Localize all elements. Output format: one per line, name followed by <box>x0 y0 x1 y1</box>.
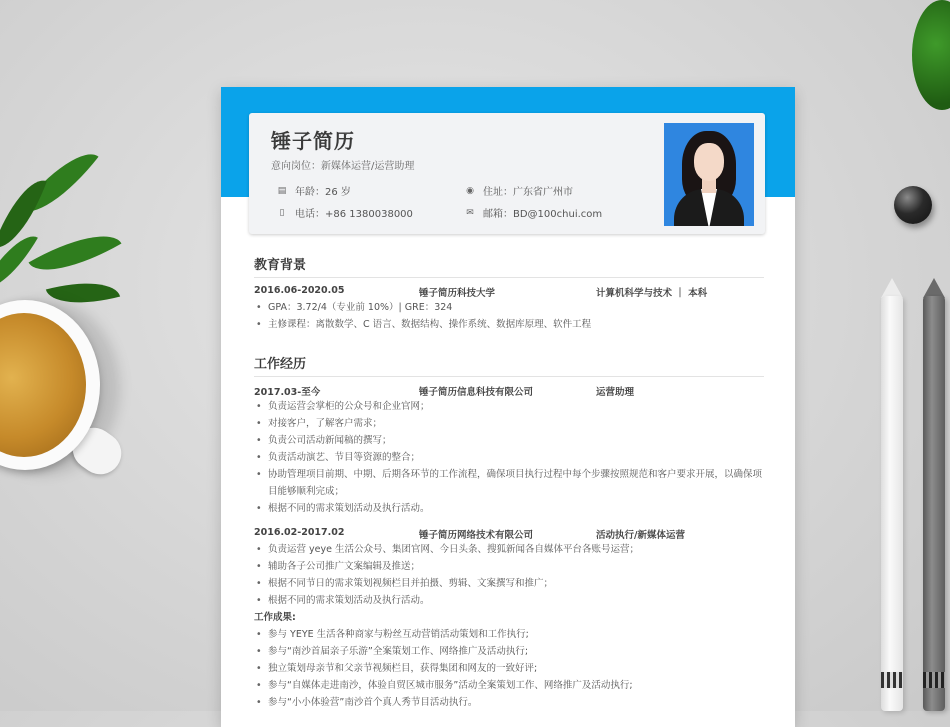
location-info <box>463 183 573 198</box>
list-item: • 参与“南沙首届亲子乐游”全案策划工作、网络推广及活动执行; <box>254 643 764 660</box>
phone-text: 电话：+86 1380038000 <box>295 209 413 220</box>
resume-paper <box>221 87 795 727</box>
location-text: 住址：广东省广州市 <box>483 187 573 198</box>
list-item: • 根据不同的需求策划活动及执行活动。 <box>254 500 764 517</box>
gray-pen <box>923 296 945 711</box>
list-item: • 负责运营 yeye 生活公众号、集团官网、今日头条、搜狐新闻各自媒体平台各账号运营； <box>254 541 764 558</box>
list-item: • 根据不同节日的需求策划视频栏目并拍摄、剪辑、文案撰写和推广； <box>254 575 764 592</box>
education-school: 锤子简历科技大学 <box>419 288 496 299</box>
black-knob-decoration <box>894 186 932 224</box>
list-item: • 辅助各子公司推广文案编辑及推送； <box>254 558 764 575</box>
achievements-label: 工作成果: <box>254 612 296 623</box>
job-role: 活动执行/新媒体运营 <box>596 530 685 541</box>
email-text: 邮箱：BD@100chui.com <box>483 209 603 220</box>
list-item: • 参与“自媒体走进南沙，体验自贸区城市服务”活动全案策划工作、网络推广及活动执行; <box>254 677 764 694</box>
white-pen <box>881 296 903 711</box>
job-date: 2016.02-2017.02 <box>254 527 345 538</box>
list-item: • 协助管理项目前期、中期、后期各环节的工作流程，确保项目执行过程中每个步骤按照规范和客户要求开展，以确保项目能够顺利完成； <box>254 466 764 500</box>
location-pin-icon: ◉ <box>466 185 474 196</box>
white-pen-tip <box>881 278 903 298</box>
education-section <box>254 254 764 333</box>
list-item: • 独立策划母亲节和父亲节视频栏目，获得集团和网友的一致好评; <box>254 660 764 677</box>
list-item: • 负责公司活动新闻稿的撰写； <box>254 432 764 449</box>
email-info <box>463 205 602 220</box>
education-major: 计算机科学与技术 ｜ 本科 <box>596 288 708 299</box>
education-title: 教育背景 <box>254 254 764 278</box>
phone-info <box>275 205 413 220</box>
leaf-decoration <box>29 218 122 289</box>
job-date: 2017.03-至今 <box>254 387 321 398</box>
education-header-row <box>254 282 764 299</box>
gray-pen-tip <box>923 278 945 298</box>
list-item: • 主修课程：离散数学、C 语言、数据结构、操作系统、数据库原理、软件工程 <box>254 316 764 333</box>
age-text: 年龄：26 岁 <box>295 187 351 198</box>
work-title: 工作经历 <box>254 353 764 377</box>
job-role: 运营助理 <box>596 387 635 398</box>
resume-name: 锤子简历 <box>271 129 355 153</box>
calendar-icon: ▤ <box>277 185 287 196</box>
education-date: 2016.06-2020.05 <box>254 285 345 296</box>
job-header-row <box>254 381 764 398</box>
list-item: • 负责运营会掌柜的公众号和企业官网； <box>254 398 764 415</box>
phone-icon: ▯ <box>279 207 285 218</box>
list-item: • 参与“小小体验营”南沙首个真人秀节目活动执行。 <box>254 694 764 711</box>
gray-pen-band <box>923 672 945 688</box>
mail-icon: ✉ <box>466 207 474 218</box>
age-info <box>275 183 351 198</box>
potted-plant-decoration <box>912 0 950 110</box>
profile-card <box>249 113 765 234</box>
list-item: • 对接客户，了解客户需求； <box>254 415 764 432</box>
work-section <box>254 353 764 711</box>
job-company: 锤子简历网络技术有限公司 <box>419 530 534 541</box>
job-company: 锤子简历信息科技有限公司 <box>419 387 534 398</box>
list-item: • 根据不同的需求策划活动及执行活动。 <box>254 592 764 609</box>
list-item: • 负责活动演艺、节目等资源的整合； <box>254 449 764 466</box>
job-header-row <box>254 524 764 541</box>
list-item: • 参与 YEYE 生活各种商家与粉丝互动营销活动策划和工作执行; <box>254 626 764 643</box>
profile-photo <box>664 123 754 226</box>
white-pen-band <box>881 672 903 688</box>
list-item: • GPA：3.72/4（专业前 10%）| GRE：324 <box>254 299 764 316</box>
job-intent: 意向岗位：新媒体运营/运营助理 <box>271 161 415 172</box>
